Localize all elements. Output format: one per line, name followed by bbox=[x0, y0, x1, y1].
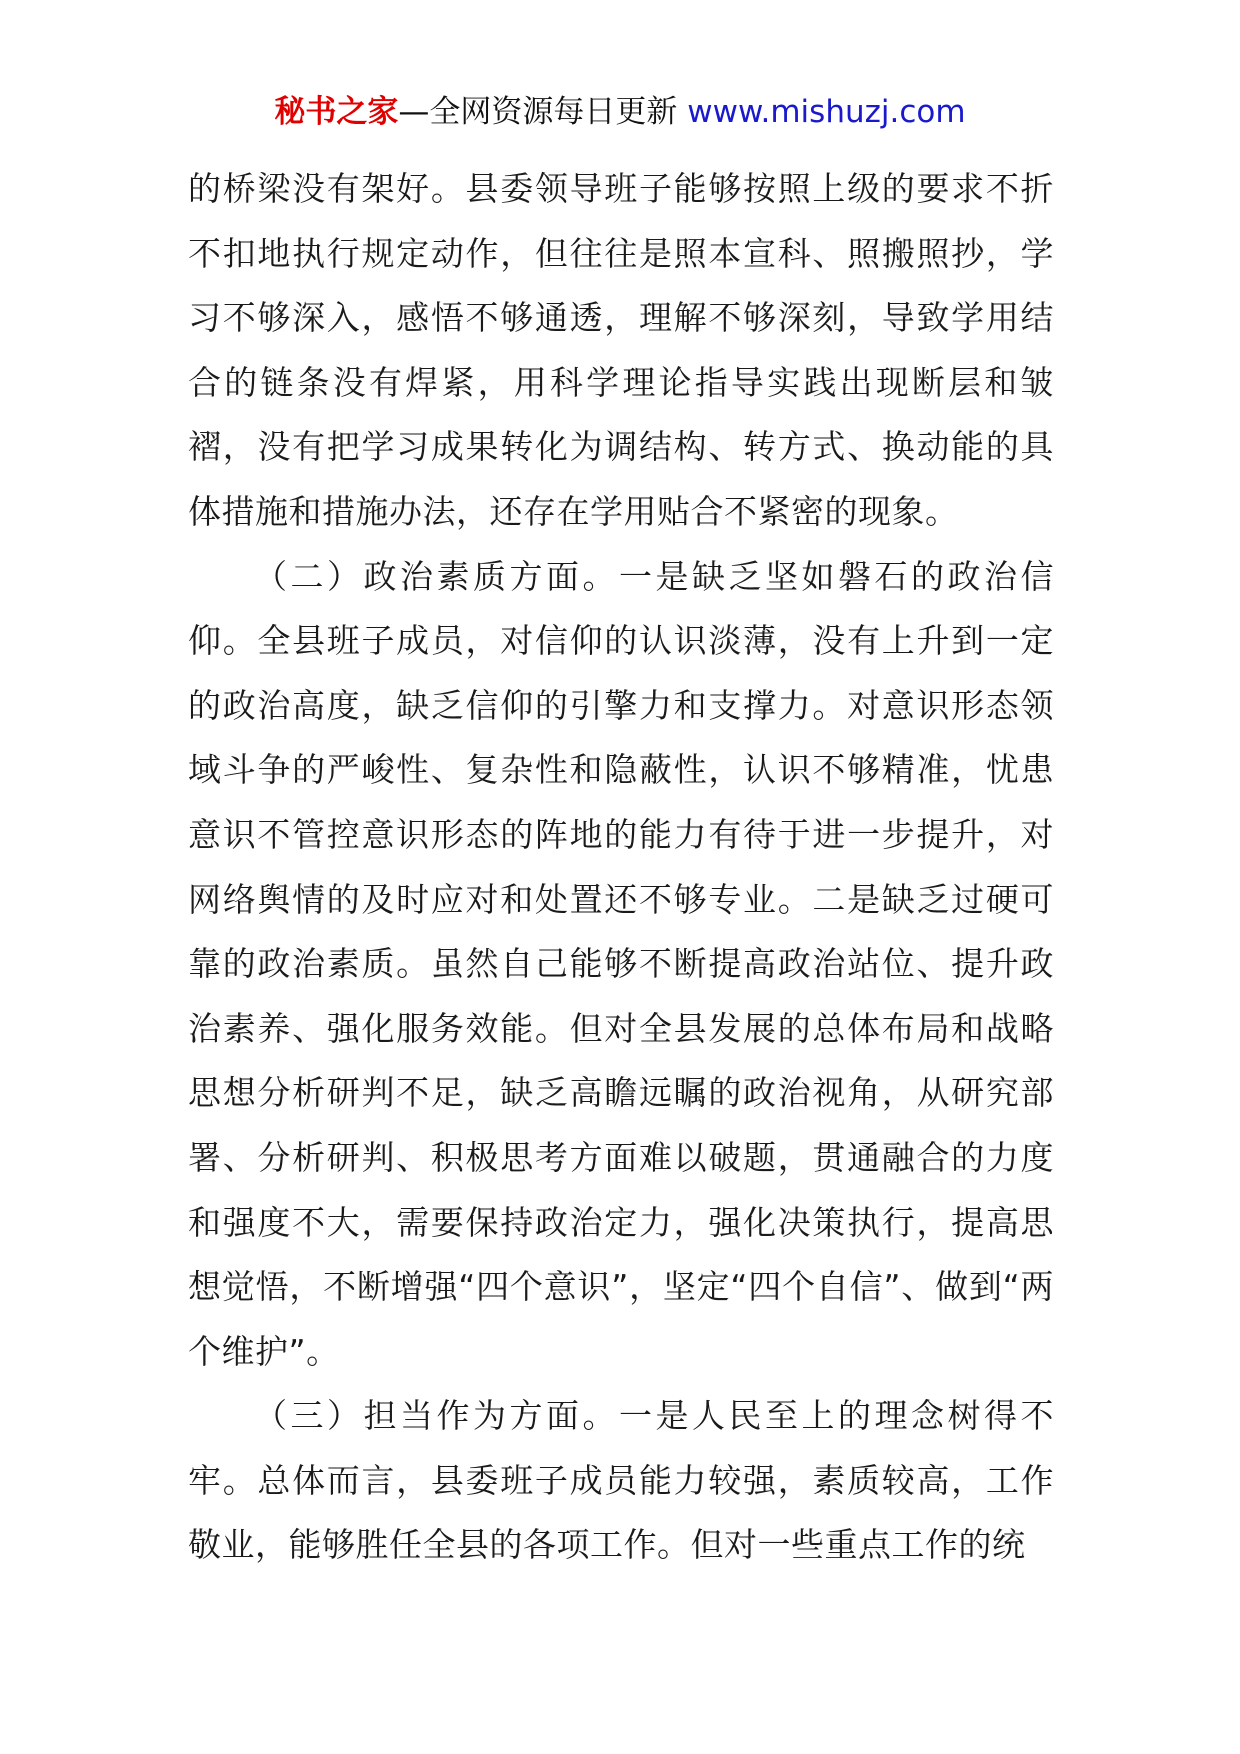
header-tagline: —全网资源每日更新 bbox=[398, 94, 688, 130]
document-body bbox=[188, 157, 1054, 1578]
site-header bbox=[0, 92, 1240, 132]
paragraph-responsibility: （三）担当作为方面。一是人民至上的理念树得不牢。总体而言，县委班子成员能力较强，素质较高，工作敬业，能够胜任全县的各项工作。但对一些重点工作的统 bbox=[188, 1396, 1054, 1565]
paragraph-political-quality: （二）政治素质方面。一是缺乏坚如磐石的政治信仰。全县班子成员，对信仰的认识淡薄，没有上升到一定的政治高度，缺乏信仰的引擎力和支撑力。对意识形态领域斗争的严峻性、复杂性和隐蔽性，认识不够精准，忧患意识不管控意识形态的阵地的能力有待于进一步提升，对网络舆情的及时应对和处置还不够专业。二是缺乏过硬可靠的政治素质。虽然自己能够不断提高政治站位、提升政治素养、强化服务效能。但对全县发展的总体布局和战略思想分析研判不足，缺乏高瞻远瞩的政治视角，从研究部署、分析研判、积极思考方面难以破题，贯通融合的力度和强度不大，需要保持政治定力，强化决策执行，提高思想觉悟，不断增强“四个意识”，坚定“四个自信”、做到“两个维护”。 bbox=[188, 556, 1054, 1371]
paragraph-continuation: 的桥梁没有架好。县委领导班子能够按照上级的要求不折不扣地执行规定动作，但往往是照本宣科、照搬照抄，学习不够深入，感悟不够通透，理解不够深刻，导致学用结合的链条没有焊紧，用科学理论指导实践出现断层和皱褶，没有把学习成果转化为调结构、转方式、换动能的具体措施和措施办法，还存在学用贴合不紧密的现象。 bbox=[188, 169, 1054, 531]
brand-name: 秘书之家 bbox=[274, 94, 399, 130]
site-url-link[interactable]: www.mishuzj.com bbox=[687, 94, 966, 130]
